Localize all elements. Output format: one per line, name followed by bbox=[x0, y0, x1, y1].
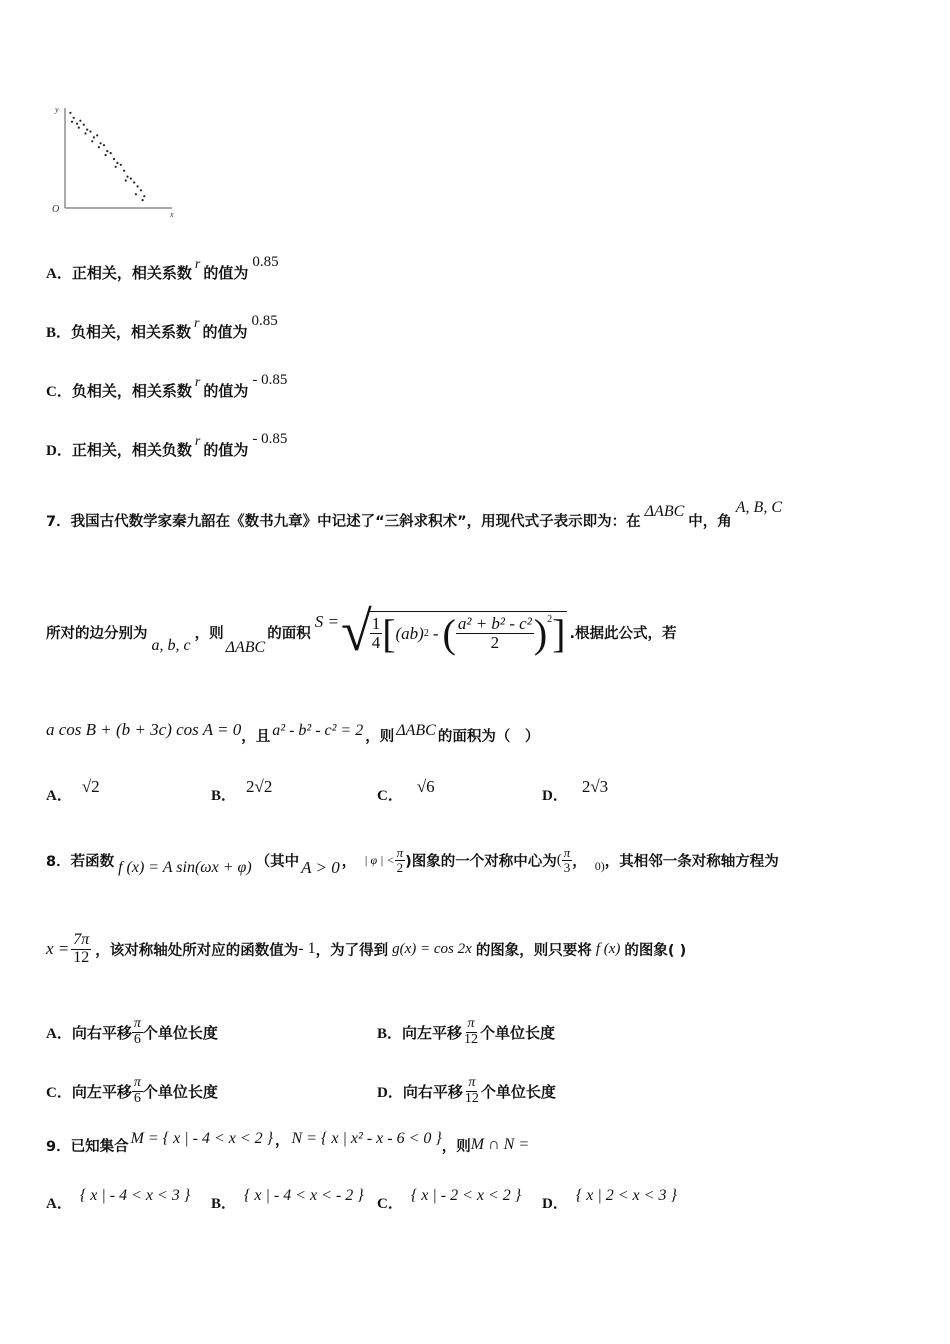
scatter-point bbox=[130, 178, 132, 180]
scatter-points bbox=[69, 112, 145, 201]
option-label: C． bbox=[46, 384, 72, 400]
scatter-point bbox=[71, 121, 73, 123]
q8-line2: x = $\frac{7\pi}{12}$ ，该对称轴处所对应的函数值为 - 1 ，为了得到 g(x) = cos 2x 的图象，则只要将 f (x) 的图象( ) bbox=[46, 930, 687, 966]
scatter-point bbox=[93, 136, 95, 138]
option-label: A． bbox=[46, 266, 72, 282]
inner-fraction: $\frac{\text{a² + b² - c²}}{2}$ bbox=[457, 614, 532, 652]
scatter-point bbox=[86, 129, 88, 131]
sqrt-body: $\frac{1}{4}$ [ (ab) 2 - ( $\frac{\text{a² + b² - c²}}{2}$ ) $^2$ ] bbox=[368, 611, 568, 654]
sqrt-sign: √ bbox=[340, 601, 372, 663]
scatter-point bbox=[126, 176, 128, 178]
q7-option-c[interactable]: C． √6 bbox=[377, 777, 435, 804]
scatter-point bbox=[120, 164, 122, 166]
q8-line1: 8．若函数 f (x) = A sin(ωx + φ) （其中 A > 0 ， | φ | < $\frac{\pi}{2}$ )图象的一个对称中心为 ( $\frac{\pi}{3}$ ， 0) ，其相邻一条对称轴方程为 bbox=[46, 844, 779, 877]
scatter-point bbox=[76, 123, 78, 125]
scatter-point bbox=[140, 189, 142, 191]
scatter-point bbox=[73, 117, 75, 119]
scatter-point bbox=[83, 124, 85, 126]
q6-option-c[interactable]: C．负相关，相关系数 r 的值为- 0.85 bbox=[46, 372, 288, 400]
scatter-point bbox=[79, 120, 81, 122]
scatter-point bbox=[137, 185, 139, 187]
scatter-point bbox=[125, 179, 127, 181]
scatter-point bbox=[105, 154, 107, 156]
q8-option-b[interactable]: B． 向左平移 $\frac{\pi}{12}$ 个单位长度 bbox=[377, 1015, 556, 1047]
scatter-point bbox=[78, 127, 80, 129]
scatter-point bbox=[96, 134, 98, 136]
scatter-point bbox=[123, 170, 125, 172]
phi-bound-fraction: $\frac{\pi}{2}$ bbox=[396, 844, 404, 875]
q7-line3: a cos B + (b + 3c) cos A = 0，且 a² - b² - c² = 2 ，则 ΔABC 的面积为（ ） bbox=[46, 720, 540, 745]
x-axis-label: x bbox=[170, 210, 174, 219]
center-fraction: $\frac{\pi}{3}$ bbox=[563, 844, 571, 875]
y-axis-label: y bbox=[55, 105, 59, 114]
scatter-point bbox=[89, 130, 91, 132]
q7-option-b[interactable]: B． 2√2 bbox=[211, 777, 273, 804]
scatter-point bbox=[110, 152, 112, 154]
q9-option-b[interactable]: B． { x | - 4 < x < - 2 } bbox=[211, 1187, 364, 1212]
q8-option-c[interactable]: C． 向左平移 $\frac{\pi}{6}$ 个单位长度 bbox=[46, 1074, 218, 1106]
scatter-point bbox=[69, 112, 71, 114]
scatter-point bbox=[113, 158, 115, 160]
scatter-point bbox=[115, 166, 117, 168]
scatter-point bbox=[135, 193, 137, 195]
scatter-point bbox=[103, 144, 105, 146]
option-label: D． bbox=[46, 443, 72, 459]
q7-option-a[interactable]: A． √2 bbox=[46, 777, 100, 804]
q6-option-d[interactable]: D．正相关，相关负数 r 的值为- 0.85 bbox=[46, 431, 288, 459]
q8-option-d[interactable]: D． 向右平移 $\frac{\pi}{12}$ 个单位长度 bbox=[377, 1074, 556, 1106]
q9-line: 9．已知集合 M = { x | - 4 < x < 2 } ， N = { x | x² - x - 6 < 0 } ，则 M ∩ N = bbox=[46, 1130, 530, 1155]
area-formula: S = √ $\frac{1}{4}$ [ (ab) 2 - ( $\frac{\text{a² + b² - c²}}{2}$ ) $^2$ ] bbox=[314, 601, 566, 663]
scatter-point bbox=[133, 181, 135, 183]
scatter-point bbox=[116, 162, 118, 164]
quarter-fraction: $\frac{1}{4}$ bbox=[371, 614, 381, 652]
scatter-point bbox=[106, 150, 108, 152]
q6-option-a[interactable]: A．正相关，相关系数 r 的值为0.85 bbox=[46, 254, 279, 282]
q7-option-d[interactable]: D． 2√3 bbox=[542, 777, 609, 804]
scatter-point bbox=[142, 199, 144, 201]
origin-label: O bbox=[52, 204, 60, 215]
q9-option-a[interactable]: A． { x | - 4 < x < 3 } bbox=[46, 1187, 191, 1212]
scatter-point bbox=[84, 132, 86, 134]
q8-option-a[interactable]: A． 向右平移 $\frac{\pi}{6}$ 个单位长度 bbox=[46, 1015, 218, 1047]
q9-option-d[interactable]: D． { x | 2 < x < 3 } bbox=[542, 1187, 677, 1212]
scatter-point bbox=[98, 146, 100, 148]
scatter-point bbox=[143, 195, 145, 197]
axis-fraction: $\frac{7\pi}{12}$ bbox=[73, 930, 90, 966]
q7-line2: 所对的边分别为 a, b, c ，则 ΔABC 的面积 S = √ $\frac{1}{4}$ [ (ab) 2 - ( $\frac{\text{a² + b² - c²}}{2}$ ) $^2$ ] .根据此公式，若 bbox=[46, 601, 677, 663]
q7-line1: 7．我国古代数学家秦九韶在《数书九章》中记述了“三斜求积术”，用现代式子表示即为：在ΔABC中，角A, B, C bbox=[46, 499, 782, 530]
q6-option-b[interactable]: B．负相关，相关系数 r 的值为0.85 bbox=[46, 313, 278, 341]
scatter-point bbox=[100, 142, 102, 144]
scatter-plot bbox=[48, 100, 183, 222]
scatter-point bbox=[91, 140, 93, 142]
option-label: B． bbox=[46, 325, 72, 341]
q9-option-c[interactable]: C． { x | - 2 < x < 2 } bbox=[377, 1187, 522, 1212]
